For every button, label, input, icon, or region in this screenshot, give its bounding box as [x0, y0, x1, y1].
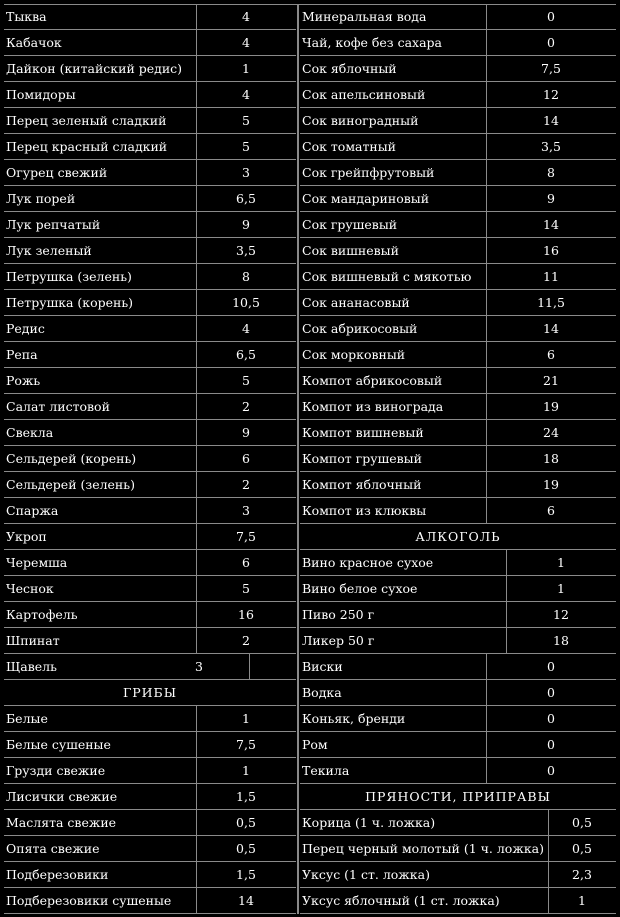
cell-divider — [249, 654, 250, 679]
item-value: 7,5 — [541, 61, 561, 76]
table-row — [300, 550, 616, 576]
table-row — [4, 420, 296, 446]
section-title: АЛКОГОЛЬ — [415, 529, 501, 544]
item-name: Салат листовой — [6, 399, 110, 414]
table-row — [300, 134, 616, 160]
item-value: 1,5 — [236, 789, 256, 804]
item-value: 2 — [242, 399, 250, 414]
table-row — [300, 56, 616, 82]
table-row — [4, 836, 296, 862]
item-value: 18 — [553, 633, 569, 648]
item-value: 14 — [543, 217, 559, 232]
table-row — [300, 862, 616, 888]
table-row — [4, 160, 296, 186]
table-row — [4, 706, 296, 732]
item-value: 14 — [543, 113, 559, 128]
item-name: Петрушка (зелень) — [6, 269, 132, 284]
item-value: 7,5 — [236, 737, 256, 752]
table-row — [4, 212, 296, 238]
table-row — [300, 810, 616, 836]
item-value: 1 — [557, 581, 565, 596]
item-value: 0,5 — [236, 841, 256, 856]
table-row — [300, 732, 616, 758]
table-row — [300, 446, 616, 472]
item-name: Вино красное сухое — [302, 555, 434, 570]
item-name: Коньяк, бренди — [302, 711, 406, 726]
table-row — [4, 368, 296, 394]
table-row — [4, 238, 296, 264]
item-name: Чеснок — [6, 581, 54, 596]
left-table — [4, 4, 296, 914]
item-name: Кабачок — [6, 35, 62, 50]
section-title: ГРИБЫ — [122, 685, 178, 700]
item-value: 16 — [238, 607, 254, 622]
item-value: 3 — [195, 659, 203, 674]
item-value: 8 — [547, 165, 555, 180]
item-value: 18 — [543, 451, 559, 466]
item-name: Рожь — [6, 373, 41, 388]
table-row — [4, 82, 296, 108]
item-value: 0 — [547, 9, 555, 24]
item-value: 4 — [242, 87, 250, 102]
item-name: Сок грейпфрутовый — [302, 165, 435, 180]
item-value: 1 — [242, 61, 250, 76]
item-name: Репа — [6, 347, 38, 362]
item-name: Дайкон (китайский редис) — [6, 61, 183, 76]
table-row — [4, 498, 296, 524]
item-name: Компот яблочный — [302, 477, 422, 492]
item-value: 4 — [242, 35, 250, 50]
item-value: 6 — [242, 555, 250, 570]
table-row — [4, 654, 296, 680]
item-value: 9 — [547, 191, 555, 206]
item-name: Корица (1 ч. ложка) — [302, 815, 436, 830]
item-value: 6,5 — [236, 347, 256, 362]
item-value: 8 — [242, 269, 250, 284]
item-name: Компот абрикосовый — [302, 373, 443, 388]
table-row — [300, 316, 616, 342]
item-value: 5 — [242, 139, 250, 154]
table-row — [300, 758, 616, 784]
section-header — [300, 524, 616, 550]
item-name: Сок вишневый — [302, 243, 399, 258]
item-value: 19 — [543, 399, 559, 414]
item-value: 3,5 — [236, 243, 256, 258]
item-name: Компот грушевый — [302, 451, 422, 466]
item-value: 0,5 — [572, 815, 592, 830]
item-name: Сок морковный — [302, 347, 406, 362]
item-name: Лук порей — [6, 191, 76, 206]
item-name: Минеральная вода — [302, 9, 427, 24]
table-row — [4, 264, 296, 290]
item-value: 0 — [547, 763, 555, 778]
item-name: Редис — [6, 321, 45, 336]
item-value: 6,5 — [236, 191, 256, 206]
item-value: 5 — [242, 113, 250, 128]
table-row — [300, 836, 616, 862]
table-row — [4, 134, 296, 160]
item-name: Черемша — [6, 555, 68, 570]
item-name: Перец черный молотый (1 ч. ложка) — [302, 841, 544, 856]
item-name: Водка — [302, 685, 342, 700]
table-row — [4, 732, 296, 758]
item-name: Компот вишневый — [302, 425, 424, 440]
item-value: 0 — [547, 685, 555, 700]
item-name: Перец зеленый сладкий — [6, 113, 167, 128]
table-row — [300, 238, 616, 264]
item-value: 1 — [242, 711, 250, 726]
item-value: 1 — [557, 555, 565, 570]
section-header — [4, 680, 296, 706]
table-row — [300, 368, 616, 394]
item-name: Сок грушевый — [302, 217, 398, 232]
item-name: Сок виноградный — [302, 113, 419, 128]
item-name: Белые сушеные — [6, 737, 111, 752]
item-name: Петрушка (корень) — [6, 295, 134, 310]
item-name: Лук зеленый — [6, 243, 92, 258]
item-name: Перец красный сладкий — [6, 139, 168, 154]
table-row — [300, 888, 616, 914]
item-value: 2 — [242, 477, 250, 492]
table-row — [300, 680, 616, 706]
table-row — [300, 628, 616, 654]
table-row — [300, 576, 616, 602]
item-name: Ликер 50 г — [302, 633, 375, 648]
table-row — [300, 706, 616, 732]
item-name: Грузди свежие — [6, 763, 106, 778]
item-name: Уксус яблочный (1 ст. ложка) — [302, 893, 500, 908]
item-value: 6 — [242, 451, 250, 466]
item-value: 1 — [242, 763, 250, 778]
table-row — [4, 446, 296, 472]
item-name: Сок абрикосовый — [302, 321, 418, 336]
table-row — [4, 550, 296, 576]
item-name: Сок ананасовый — [302, 295, 410, 310]
table-row — [300, 4, 616, 30]
item-name: Сок яблочный — [302, 61, 397, 76]
column-divider — [297, 4, 299, 914]
item-name: Сок апельсиновый — [302, 87, 426, 102]
item-value: 2,3 — [572, 867, 592, 882]
item-name: Шпинат — [6, 633, 60, 648]
table-row — [4, 602, 296, 628]
table-row — [300, 160, 616, 186]
item-value: 3 — [242, 503, 250, 518]
item-value: 0,5 — [572, 841, 592, 856]
item-value: 14 — [238, 893, 254, 908]
table-row — [300, 498, 616, 524]
table-row — [300, 342, 616, 368]
item-value: 0 — [547, 737, 555, 752]
item-value: 0 — [547, 659, 555, 674]
item-name: Тыква — [6, 9, 47, 24]
table-row — [300, 30, 616, 56]
item-value: 6 — [547, 503, 555, 518]
item-value: 9 — [242, 425, 250, 440]
item-value: 21 — [543, 373, 559, 388]
item-name: Сок вишневый с мякотью — [302, 269, 472, 284]
section-title: ПРЯНОСТИ, ПРИПРАВЫ — [365, 789, 551, 804]
item-value: 16 — [543, 243, 559, 258]
item-name: Текила — [302, 763, 350, 778]
item-name: Опята свежие — [6, 841, 100, 856]
item-name: Компот из винограда — [302, 399, 444, 414]
table-row — [300, 394, 616, 420]
item-name: Сельдерей (корень) — [6, 451, 137, 466]
table-row — [4, 524, 296, 550]
item-value: 19 — [543, 477, 559, 492]
item-name: Виски — [302, 659, 343, 674]
table-row — [300, 82, 616, 108]
item-name: Ром — [302, 737, 328, 752]
table-row — [4, 4, 296, 30]
item-name: Огурец свежий — [6, 165, 108, 180]
item-value: 11 — [543, 269, 559, 284]
right-table — [300, 4, 616, 914]
table-row — [4, 810, 296, 836]
item-name: Подберезовики — [6, 867, 109, 882]
item-value: 5 — [242, 373, 250, 388]
section-header — [300, 784, 616, 810]
table-row — [4, 108, 296, 134]
table-row — [300, 186, 616, 212]
item-name: Укроп — [6, 529, 47, 544]
item-value: 3 — [242, 165, 250, 180]
table-row — [4, 784, 296, 810]
item-name: Белые — [6, 711, 48, 726]
item-value: 2 — [242, 633, 250, 648]
item-value: 0 — [547, 711, 555, 726]
item-value: 12 — [553, 607, 569, 622]
table-row — [300, 212, 616, 238]
item-value: 9 — [242, 217, 250, 232]
table-row — [300, 472, 616, 498]
item-name: Компот из клюквы — [302, 503, 427, 518]
item-name: Лук репчатый — [6, 217, 101, 232]
item-value: 10,5 — [232, 295, 260, 310]
item-value: 1 — [578, 893, 586, 908]
item-value: 0,5 — [236, 815, 256, 830]
item-name: Чай, кофе без сахара — [302, 35, 443, 50]
item-name: Пиво 250 г — [302, 607, 375, 622]
table-row — [4, 472, 296, 498]
item-value: 11,5 — [537, 295, 565, 310]
item-value: 1,5 — [236, 867, 256, 882]
item-name: Картофель — [6, 607, 78, 622]
item-value: 4 — [242, 321, 250, 336]
item-value: 5 — [242, 581, 250, 596]
item-name: Сок мандариновый — [302, 191, 430, 206]
table-row — [4, 576, 296, 602]
item-name: Свекла — [6, 425, 54, 440]
item-value: 6 — [547, 347, 555, 362]
table-row — [300, 290, 616, 316]
item-value: 3,5 — [541, 139, 561, 154]
table-row — [4, 290, 296, 316]
table-row — [4, 186, 296, 212]
table-row — [300, 264, 616, 290]
item-name: Маслята свежие — [6, 815, 117, 830]
item-name: Подберезовики сушеные — [6, 893, 172, 908]
item-value: 12 — [543, 87, 559, 102]
table-row — [4, 342, 296, 368]
item-value: 14 — [543, 321, 559, 336]
table-row — [4, 30, 296, 56]
table-row — [300, 654, 616, 680]
table-row — [4, 862, 296, 888]
table-row — [300, 108, 616, 134]
item-value: 7,5 — [236, 529, 256, 544]
table-row — [4, 628, 296, 654]
table-row — [300, 602, 616, 628]
item-name: Сельдерей (зелень) — [6, 477, 135, 492]
item-value: 24 — [543, 425, 559, 440]
item-value: 0 — [547, 35, 555, 50]
item-value: 4 — [242, 9, 250, 24]
item-name: Уксус (1 ст. ложка) — [302, 867, 430, 882]
table-row — [4, 316, 296, 342]
item-name: Сок томатный — [302, 139, 397, 154]
table-row — [300, 420, 616, 446]
table-row — [4, 758, 296, 784]
table-row — [4, 394, 296, 420]
item-name: Лисички свежие — [6, 789, 118, 804]
table-row — [4, 888, 296, 914]
item-name: Помидоры — [6, 87, 76, 102]
table-row — [4, 56, 296, 82]
item-name: Щавель — [6, 659, 57, 674]
item-name: Вино белое сухое — [302, 581, 418, 596]
item-name: Спаржа — [6, 503, 59, 518]
